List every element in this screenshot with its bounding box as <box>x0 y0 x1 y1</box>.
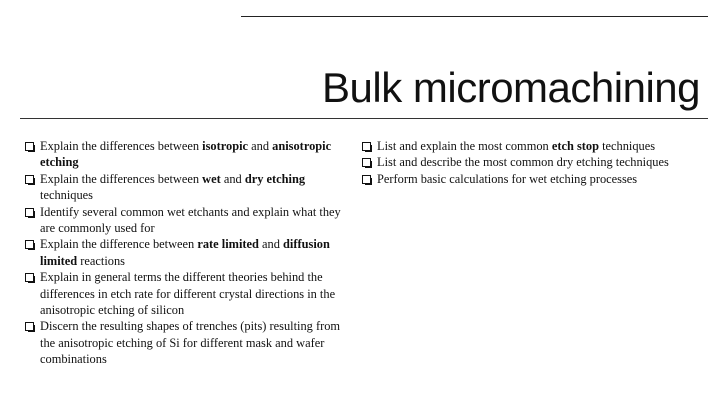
checkbox-bullet-icon <box>25 322 34 331</box>
bullet-text-bold: wet <box>202 171 221 186</box>
bullet-text: techniques <box>598 139 656 153</box>
bullet-item <box>24 204 358 237</box>
checkbox-bullet-icon <box>25 175 34 184</box>
bullet-text-bold: anisotropic etching <box>40 139 332 170</box>
bullet-text: Perform basic calculations for wet etching processes <box>377 171 638 186</box>
top-rule <box>241 16 708 17</box>
bullet-text-bold: etch stop <box>551 139 599 153</box>
bullet-item <box>361 171 701 187</box>
slide-title: Bulk micromachining <box>322 64 700 111</box>
bullet-item <box>361 138 701 154</box>
bullet-item <box>361 154 701 170</box>
bullet-item <box>24 236 358 269</box>
bullet-item <box>24 318 358 367</box>
checkbox-bullet-icon <box>362 142 371 151</box>
checkbox-bullet-icon <box>362 175 371 184</box>
right-column <box>361 138 701 187</box>
bullet-text: Explain in general terms the different theories behind the differences in etch rate for different crystal directions in the anisotropic etching of silicon <box>40 270 336 318</box>
bullet-item <box>24 269 358 318</box>
bullet-text: Identify several common wet etchants and explain what they are commonly used for <box>40 204 341 236</box>
checkbox-bullet-icon <box>25 240 34 249</box>
bullet-text-bold: rate limited <box>197 237 259 252</box>
bullet-item <box>24 171 358 204</box>
bullet-text: Explain the difference between <box>40 237 198 252</box>
left-bullet-list <box>24 138 358 368</box>
bullet-text-bold: isotropic <box>202 139 249 153</box>
bullet-text-bold: diffusion limited <box>40 237 330 268</box>
bullet-text: and <box>258 237 284 252</box>
checkbox-bullet-icon <box>362 158 371 167</box>
bullet-text: List and explain the most common <box>377 139 552 153</box>
bullet-text: Explain the differences between <box>40 139 203 153</box>
bullet-text: Explain the differences between <box>40 171 203 186</box>
bullet-text: Discern the resulting shapes of trenches (pits) resulting from the anisotropic etching of Si for different mask and wafer combinations <box>40 319 341 367</box>
bullet-text: reactions <box>77 253 125 268</box>
checkbox-bullet-icon <box>25 208 34 217</box>
checkbox-bullet-icon <box>25 142 34 151</box>
bullet-item <box>24 138 358 171</box>
right-bullet-list <box>361 138 701 187</box>
bullet-text: and <box>220 171 245 186</box>
title-divider <box>20 118 708 119</box>
bullet-text: techniques <box>40 188 93 203</box>
bullet-text: List and describe the most common dry etching techniques <box>377 155 669 170</box>
left-column <box>24 138 358 368</box>
bullet-text: and <box>248 139 273 153</box>
checkbox-bullet-icon <box>25 273 34 282</box>
bullet-text-bold: dry etching <box>244 171 306 186</box>
